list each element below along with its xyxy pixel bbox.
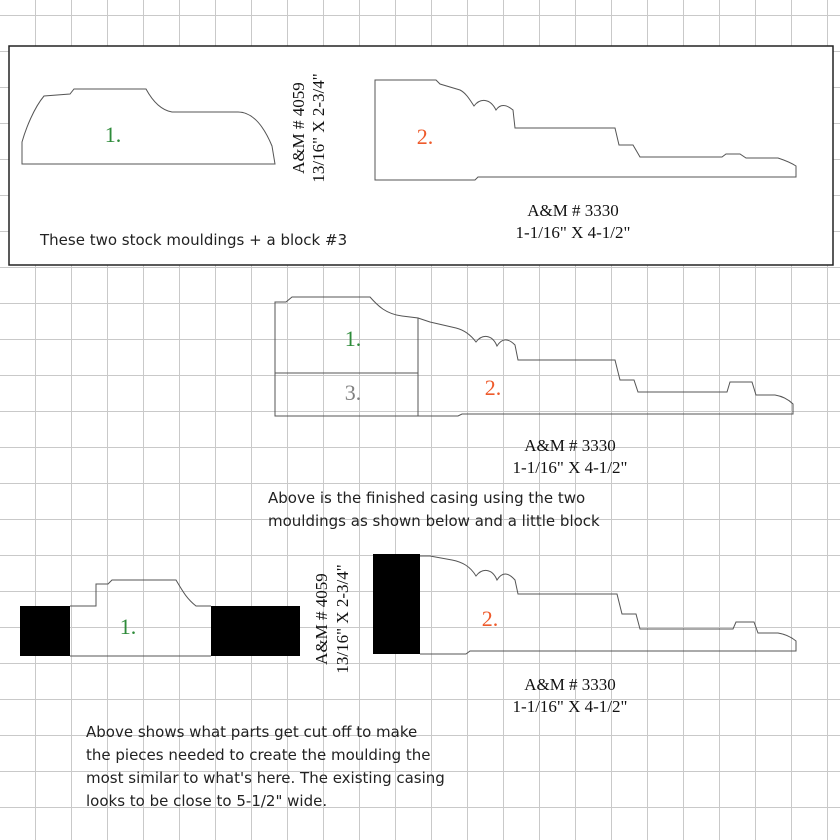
assembled-caption-line2: mouldings as shown below and a little block: [268, 512, 600, 530]
moulding-3330-size: 1-1/16" X 4-1/2": [515, 223, 631, 242]
assembled-piece-1-number: 1.: [344, 326, 362, 351]
cut-3330-size: 1-1/16" X 4-1/2": [512, 697, 628, 716]
cut-caption-line4: looks to be close to 5-1/2" wide.: [86, 792, 328, 810]
cut-3330-label: A&M # 3330: [524, 675, 616, 694]
assembled-caption-line1: Above is the finished casing using the two: [268, 489, 586, 507]
cut-piece-2-number: 2.: [481, 606, 499, 631]
assembled-3330-size: 1-1/16" X 4-1/2": [512, 458, 628, 477]
piece-2-number: 2.: [416, 124, 434, 149]
cut-piece-1-number: 1.: [119, 614, 137, 639]
cut-moulding-2-profile: [420, 556, 796, 654]
cutoff-block-piece-2: [373, 554, 420, 654]
moulding-4059-size: 13/16" X 2-3/4": [309, 73, 328, 183]
cut-moulding-4059-label: A&M # 4059: [312, 573, 331, 665]
assembled-piece-3-number: 3.: [344, 380, 362, 405]
cut-moulding-4059-size: 13/16" X 2-3/4": [333, 564, 352, 674]
piece-1-number: 1.: [104, 122, 122, 147]
cut-caption-line3: most similar to what's here. The existing casing: [86, 769, 445, 787]
assembled-3330-label: A&M # 3330: [524, 436, 616, 455]
moulding-4059-label: A&M # 4059: [289, 82, 308, 174]
cutoff-block-right: [211, 606, 300, 656]
cut-caption-line1: Above shows what parts get cut off to make: [86, 723, 418, 741]
assembled-moulding-2-profile: [418, 318, 793, 416]
cut-moulding-1-profile: [70, 580, 211, 656]
cut-caption-line2: the pieces needed to create the moulding the: [86, 746, 431, 764]
cutoff-block-left: [20, 606, 70, 656]
moulding-3330-label: A&M # 3330: [527, 201, 619, 220]
top-caption: These two stock mouldings + a block #3: [40, 231, 348, 249]
assembled-piece-2-number: 2.: [484, 375, 502, 400]
